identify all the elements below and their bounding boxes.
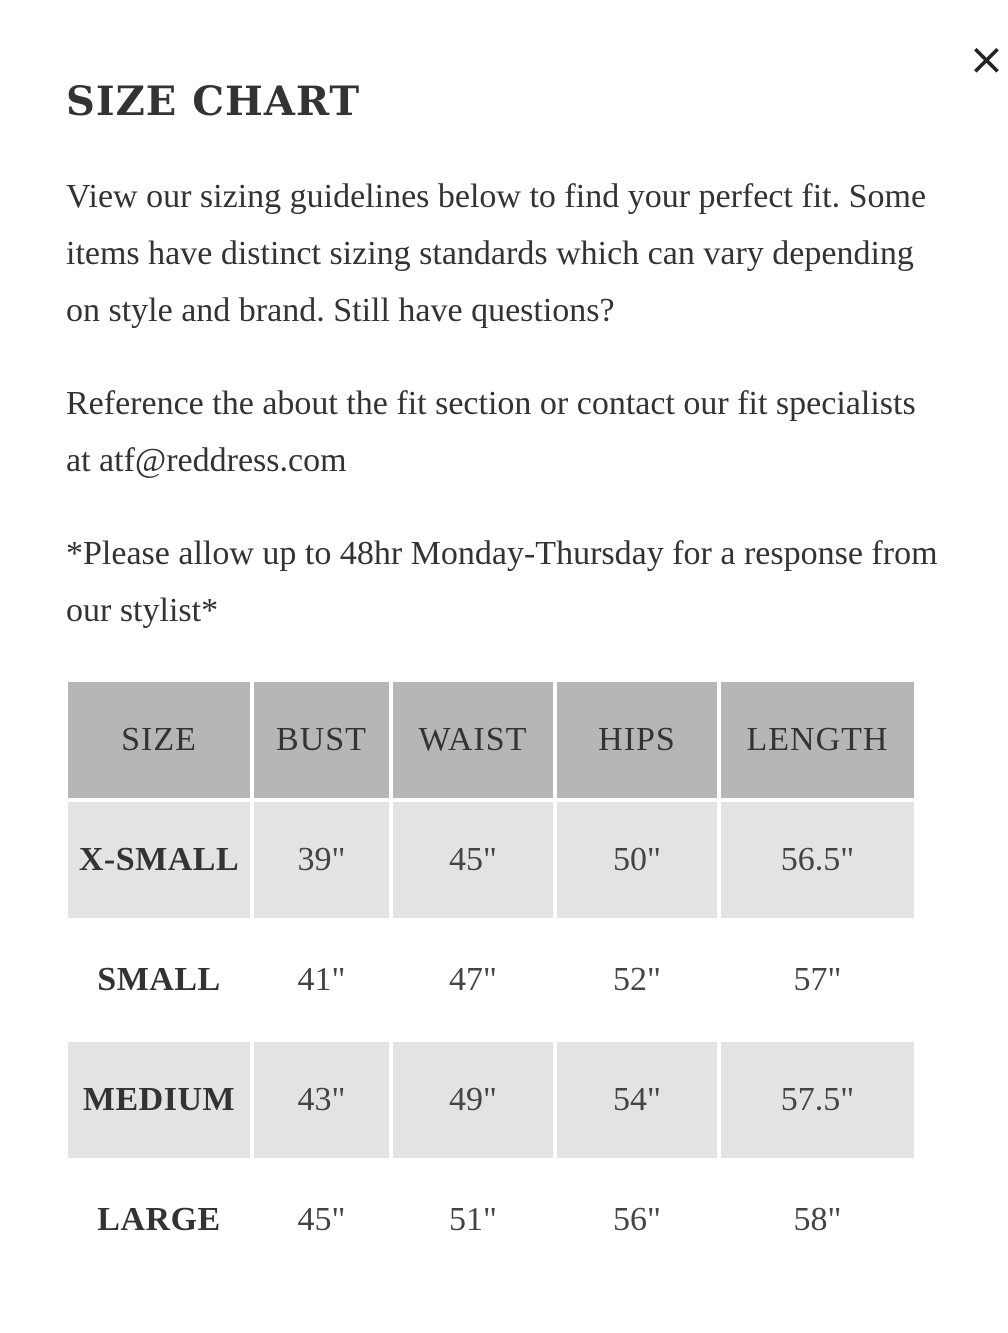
header-length: LENGTH xyxy=(721,682,914,798)
contact-text: Reference the about the fit section or contact our fit specialists at atf@reddress.com xyxy=(66,385,916,479)
waist-value: 47" xyxy=(449,961,497,998)
bust-value: 45" xyxy=(297,1201,346,1238)
table-header-row xyxy=(68,682,914,798)
table-row xyxy=(68,802,914,918)
length-value: 57.5" xyxy=(721,1042,914,1158)
length-value: 56.5" xyxy=(721,802,914,918)
header-bust: BUST xyxy=(254,682,389,798)
size-label: MEDIUM xyxy=(68,1042,250,1158)
hips-value: 56" xyxy=(613,1201,661,1238)
header-size: SIZE xyxy=(68,682,250,798)
header-waist: WAIST xyxy=(393,682,553,798)
table-row xyxy=(68,1042,914,1158)
size-label: LARGE xyxy=(97,1201,221,1238)
waist-value: 51" xyxy=(449,1201,497,1238)
hips-value: 50" xyxy=(557,802,717,918)
response-note: *Please allow up to 48hr Monday-Thursday for a response from our stylist* xyxy=(66,535,938,629)
intro-text: View our sizing guidelines below to find your perfect fit. Some items have distinct sizing standards which can vary depending on style and brand. Still have questions? xyxy=(66,178,927,329)
length-value: 58" xyxy=(793,1201,842,1238)
table-row xyxy=(68,1162,914,1278)
waist-value: 49" xyxy=(393,1042,553,1158)
close-icon[interactable]: × xyxy=(968,34,1005,85)
table-row xyxy=(68,922,914,1038)
bust-value: 43" xyxy=(254,1042,389,1158)
size-label: SMALL xyxy=(97,961,221,998)
hips-value: 52" xyxy=(613,961,661,998)
length-value: 57" xyxy=(793,961,842,998)
size-chart-table xyxy=(64,678,918,1282)
size-label: X-SMALL xyxy=(68,802,250,918)
hips-value: 54" xyxy=(557,1042,717,1158)
header-hips: HIPS xyxy=(557,682,717,798)
page-title: SIZE CHART xyxy=(66,78,361,125)
bust-value: 39" xyxy=(254,802,389,918)
bust-value: 41" xyxy=(297,961,346,998)
waist-value: 45" xyxy=(393,802,553,918)
